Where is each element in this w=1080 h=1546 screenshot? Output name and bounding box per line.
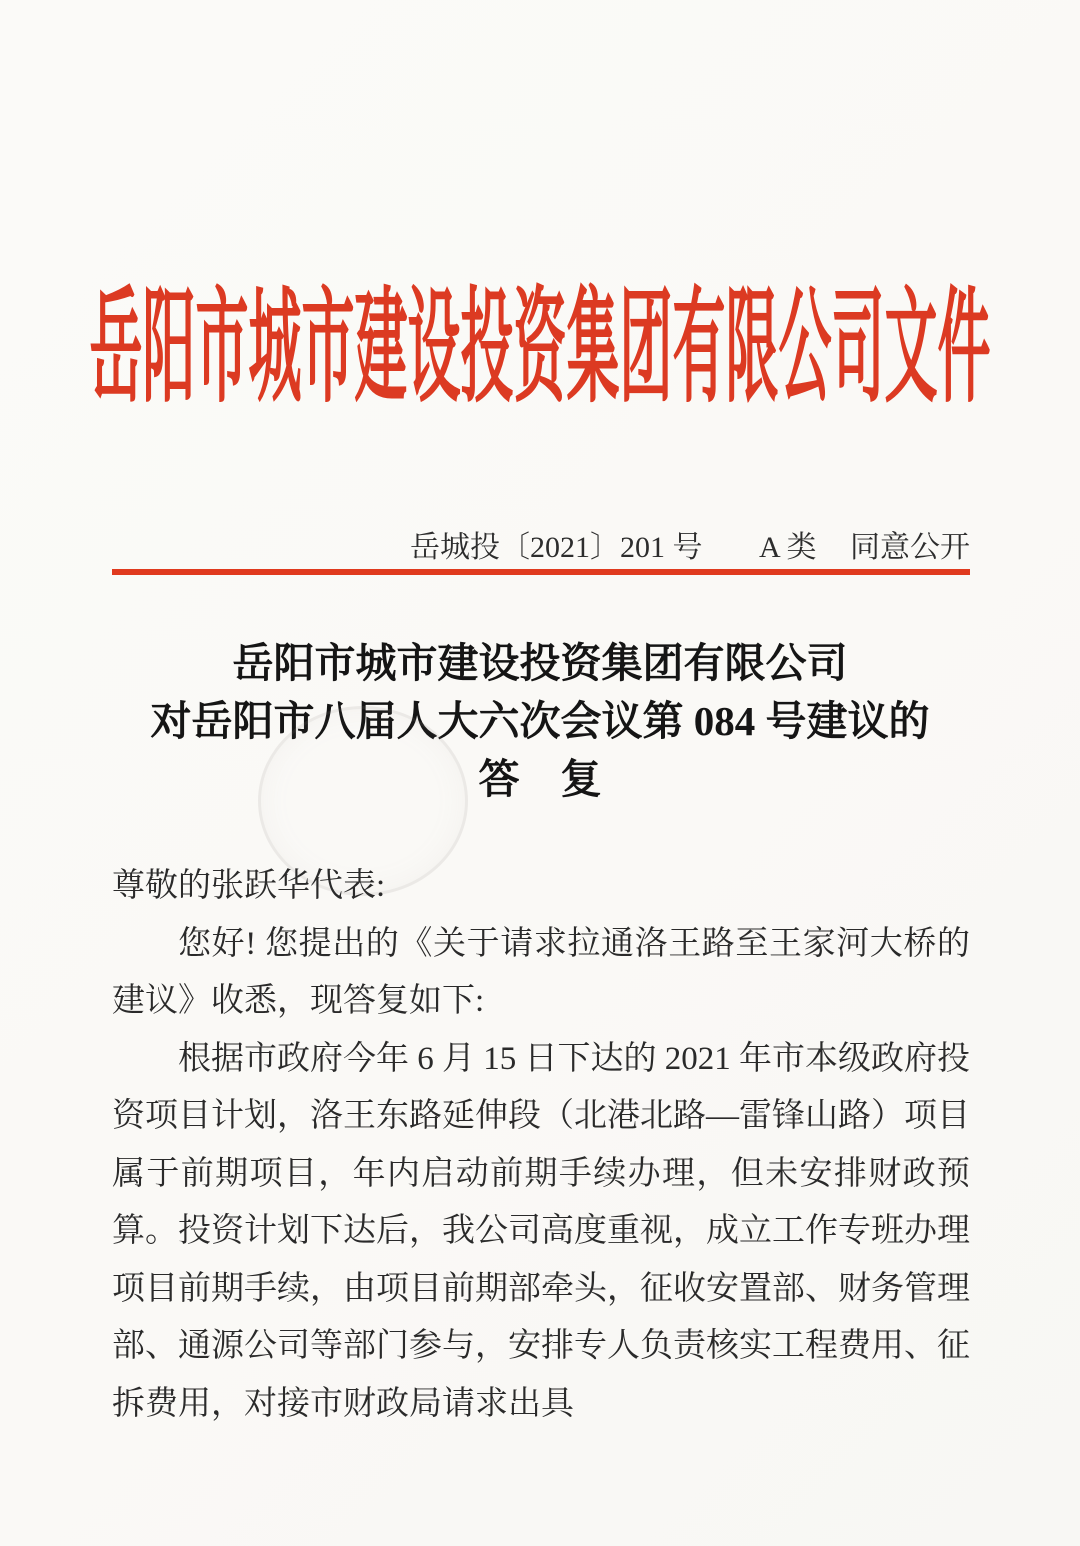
- doc-title: [0, 634, 1080, 808]
- salutation: 尊敬的张跃华代表:: [112, 868, 386, 904]
- paragraph-main: 根据市政府今年 6 月 15 日下达的 2021 年市本级政府投资项目计划，洛王东路延伸段（北港北路—雷锋山路）项目属于前期项目，年内启动前期手续办理，但未安排财政预算。投资计划下达后，我公司高度重视，成立工作专班办理项目前期手续，由项目前期部牵头，征收安置部、财务管理部、通源公司等部门参与，安排专人负责核实工程费用、征拆费用，对接市财政局请求出具: [112, 1040, 970, 1422]
- doc-class-group: [759, 522, 970, 566]
- doc-class-label: A 类: [758, 531, 817, 564]
- body-text: [112, 858, 970, 1433]
- doc-publicity-label: 同意公开: [850, 531, 970, 564]
- doc-number: 岳城投〔2021〕201 号: [410, 531, 703, 564]
- doc-title-line3: 答 复: [478, 756, 602, 802]
- doc-title-line1: 岳阳市城市建设投资集团有限公司: [232, 640, 848, 686]
- doc-title-line2: 对岳阳市八届人大六次会议第 084 号建议的: [150, 698, 930, 744]
- red-separator-rule: [112, 569, 970, 575]
- doc-meta-row: [112, 522, 970, 564]
- paragraph-intro: 您好! 您提出的《关于请求拉通洛王路至王家河大桥的建议》收悉，现答复如下:: [112, 925, 970, 1019]
- letterhead-title: 岳阳市城市建设投资集团有限公司文件: [89, 281, 991, 419]
